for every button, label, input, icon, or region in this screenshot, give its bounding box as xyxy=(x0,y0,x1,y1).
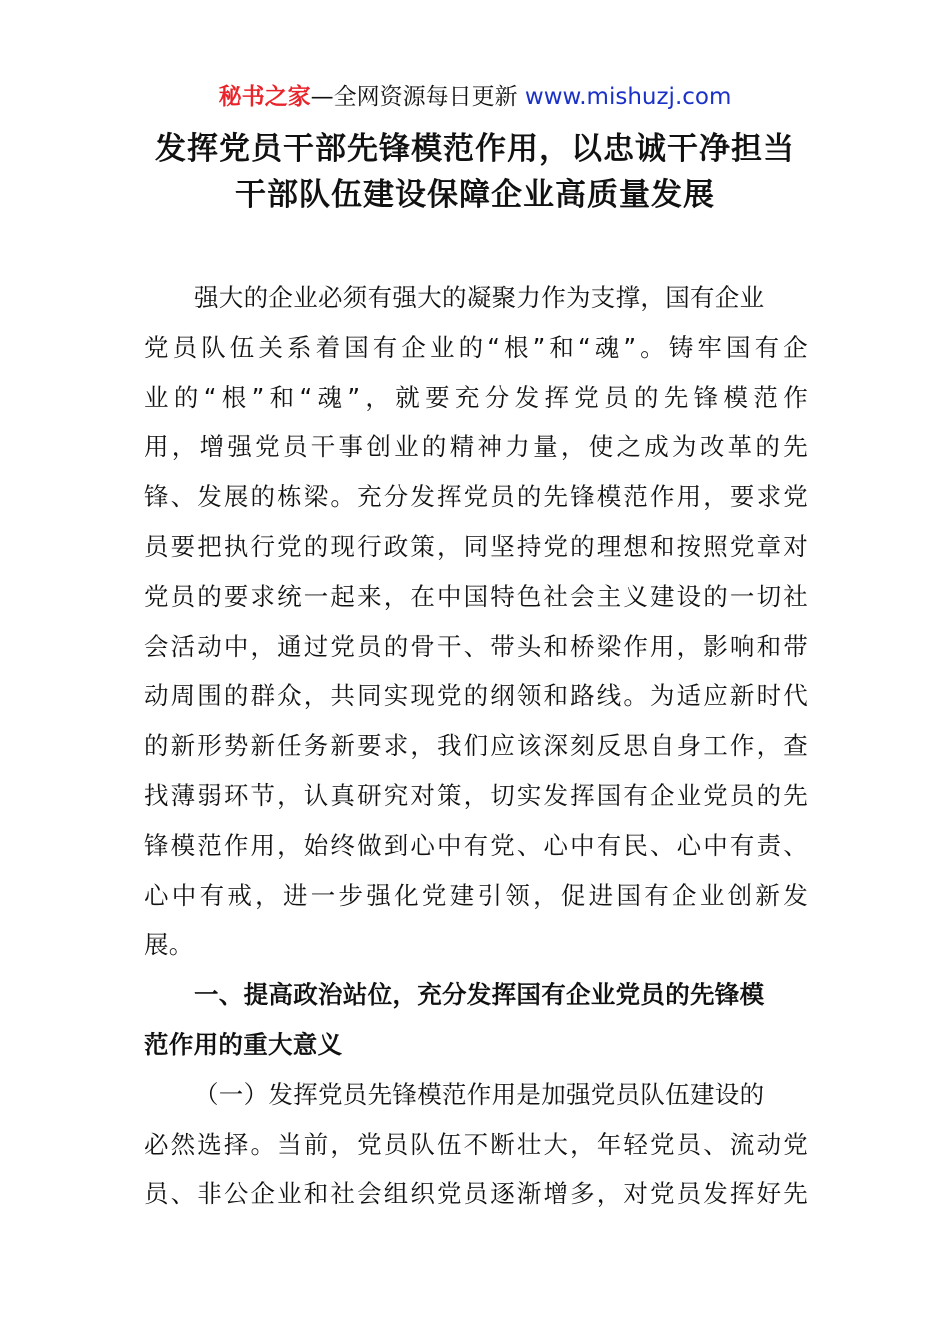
body-line: 心中有戒，进一步强化党建引领，促进国有企业创新发 xyxy=(144,880,808,910)
body-line: 的新形势新任务新要求，我们应该深刻反思自身工作，查 xyxy=(144,731,808,761)
title-line-1: 发挥党员干部先锋模范作用，以忠诚干净担当 xyxy=(155,131,795,167)
title-line-2: 干部队伍建设保障企业高质量发展 xyxy=(235,177,715,213)
body-line: 员、非公企业和社会组织党员逐渐增多，对党员发挥好先 xyxy=(144,1179,808,1209)
body-line: 用，增强党员干事创业的精神力量，使之成为改革的先 xyxy=(144,432,808,462)
body-line: 必然选择。当前，党员队伍不断壮大，年轻党员、流动党 xyxy=(144,1129,808,1159)
document-body xyxy=(144,273,808,1219)
document-title xyxy=(0,126,950,218)
section-heading: 一、提高政治站位，充分发挥国有企业党员的先锋模 xyxy=(194,980,765,1010)
body-line: 锋、发展的栋梁。充分发挥党员的先锋模范作用，要求党 xyxy=(144,482,808,512)
subsection-line: （一）发挥党员先锋模范作用是加强党员队伍建设的 xyxy=(194,1079,765,1109)
body-line: 党员的要求统一起来，在中国特色社会主义建设的一切社 xyxy=(144,581,808,611)
body-line: 展。 xyxy=(144,930,194,960)
header-tagline: —全网资源每日更新 xyxy=(310,84,518,110)
body-line: 找薄弱环节，认真研究对策，切实发挥国有企业党员的先 xyxy=(144,780,808,810)
body-line: 会活动中，通过党员的骨干、带头和桥梁作用，影响和带 xyxy=(144,631,808,661)
body-line: 强大的企业必须有强大的凝聚力作为支撑，国有企业 xyxy=(194,283,765,312)
body-line: 动周围的群众，共同实现党的纲领和路线。为适应新时代 xyxy=(144,681,808,711)
site-url-link[interactable]: www.mishuzj.com xyxy=(524,84,732,110)
body-line: 党员队伍关系着国有企业的“根”和“魂”。铸牢国有企 xyxy=(144,332,808,362)
body-line: 锋模范作用，始终做到心中有党、心中有民、心中有责、 xyxy=(144,830,808,860)
section-heading: 范作用的重大意义 xyxy=(144,1029,343,1059)
brand-name: 秘书之家 xyxy=(218,84,311,110)
body-line: 员要把执行党的现行政策，同坚持党的理想和按照党章对 xyxy=(144,531,808,561)
body-line: 业的“根”和“魂”，就要充分发挥党员的先锋模范作 xyxy=(144,382,808,412)
site-header xyxy=(0,80,950,114)
